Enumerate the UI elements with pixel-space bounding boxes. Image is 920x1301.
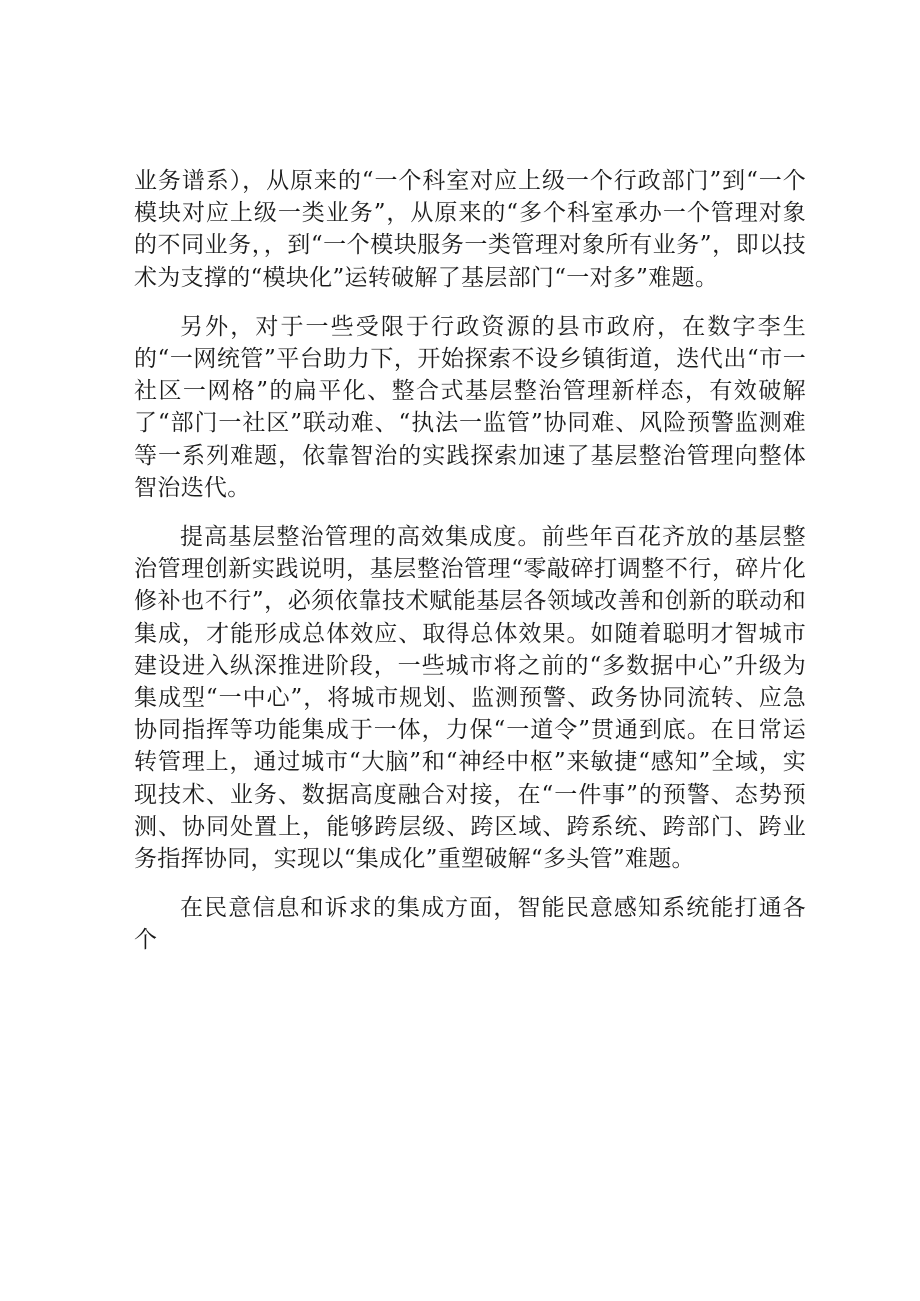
paragraph-4: 在民意信息和诉求的集成方面，智能民意感知系统能打通各个 bbox=[134, 895, 806, 954]
paragraph-3: 提高基层整治管理的高效集成度。前些年百花齐放的基层整治管理创新实践说明，基层整治管理“零敲碎打调整不行，碎片化修补也不行”，必须依靠技术赋能基层各领域改善和创新的联动和集成，才能形成总体效应、取得总体效果。如随着聪明才智城市建设进入纵深推进阶段，一些城市将之前的“多数据中心”升级为集成型“一中心”，将城市规划、监测预警、政务协同流转、应急协同指挥等功能集成于一体，力保“一道令”贯通到底。在日常运转管理上，通过城市“大脑”和“神经中枢”来敏捷“感知”全域，实现技术、业务、数据高度融合对接，在“一件事”的预警、态势预测、协同处置上，能够跨层级、跨区域、跨系统、跨部门、跨业务指挥协同，实现以“集成化”重塑破解“多头管”难题。 bbox=[134, 524, 806, 873]
document-body bbox=[134, 165, 806, 974]
paragraph-continued: 业务谱系），从原来的“一个科室对应上级一个行政部门”到“一个模块对应上级一类业务”，从原来的“多个科室承办一个管理对象的不同业务，，到“一个模块服务一类管理对象所有业务”，即以技术为支撑的“模块化”运转破解了基层部门“一对多”难题。 bbox=[134, 168, 806, 291]
paragraph-2: 另外，对于一些受限于行政资源的县市政府，在数字李生的“一网统管”平台助力下，开始探索不设乡镇街道，迭代出“市一社区一网格”的扁平化、整合式基层整治管理新样态，有效破解了“部门一社区”联动难、“执法一监管”协同难、风险预警监测难等一系列难题，依靠智治的实践探索加速了基层整治管理向整体智治迭代。 bbox=[134, 313, 806, 501]
